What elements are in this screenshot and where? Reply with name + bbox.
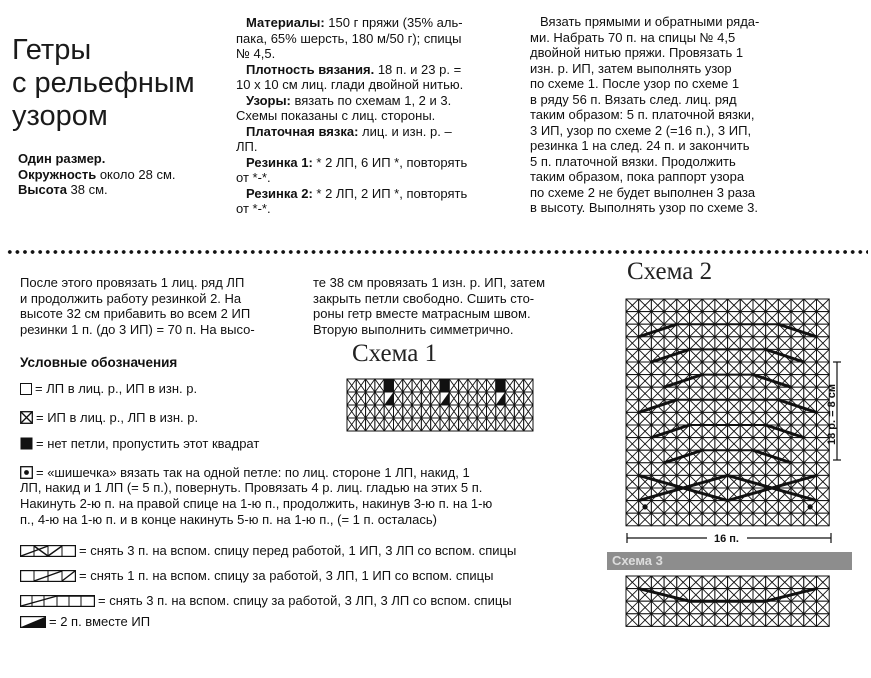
text-line: 3 ИП, узор по схеме 2 (=16 п.), 3 ИП,: [530, 122, 752, 138]
cable-six-icon: [20, 595, 95, 607]
instructions-column: [530, 14, 812, 216]
one-size-label: Один размер.: [18, 151, 106, 166]
girth-value: около 28 см.: [96, 166, 176, 182]
legend-cable-six-text: = снять 3 п. на вспом. спицу за работой, 3 ЛП, 3 ЛП со вспом. спицы: [98, 593, 512, 608]
text-line: от *-*.: [236, 170, 271, 185]
dot-square-icon: [20, 466, 33, 479]
text-line: Узоры: вязать по схемам 1, 2 и 3.: [246, 92, 452, 108]
text-line: Схемы показаны с лиц. стороны.: [236, 108, 436, 123]
schema1-chart: [346, 378, 536, 434]
text-line: Вторую выполнить симметрично.: [313, 321, 514, 337]
materials-column: [236, 15, 516, 217]
text-line: высоте 32 см прибавить во всем 2 ИП: [20, 306, 251, 321]
legend-cable-front-text: = снять 3 п. на вспом. спицу перед работой, 1 ИП, 3 ЛП со вспом. спицы: [79, 543, 517, 558]
title-line-3: узором: [12, 100, 108, 132]
text-line: изн. р. ИП, затем выполнять узор: [530, 60, 732, 76]
legend-no-stitch: [20, 436, 259, 451]
legend-purl-text: = ИП в лиц. р., ЛП в изн. р.: [36, 410, 199, 425]
text-line: от *-*.: [236, 201, 271, 216]
size-block: [18, 151, 176, 198]
text-line: в ряду 56 п. Вязать след. лиц. ряд: [530, 91, 737, 107]
continuation-left: [20, 275, 255, 337]
title-line-2: с рельефным: [12, 67, 195, 99]
legend-bobble: [20, 465, 492, 528]
text-line: двойной нитью пряжи. Провязать 1: [530, 45, 744, 60]
text-line: Резинка 1: * 2 ЛП, 6 ИП *, повторять: [246, 154, 468, 170]
text-line: 5 п. платочной вязки. Продолжить: [530, 153, 736, 169]
empty-square-icon: [20, 383, 32, 395]
crossed-square-icon: [20, 411, 33, 424]
legend-purl: [20, 410, 198, 425]
text-line: ЛП.: [236, 139, 258, 154]
legend-cable-back: [20, 568, 493, 583]
text-line: по схеме 1. После узор по схеме 1: [530, 76, 740, 91]
cable-front-icon: [20, 545, 76, 557]
text-line: те 38 см провязать 1 изн. р. ИП, затем: [313, 275, 546, 290]
girth-label: Окружность: [18, 166, 97, 182]
text-line: Материалы: 150 г пряжи (35% аль-: [246, 15, 463, 30]
dotted-divider: [6, 248, 868, 256]
text-line: № 4,5.: [236, 46, 276, 61]
legend-cable-front: [20, 543, 516, 558]
schema1-label: Схема 1: [352, 340, 438, 367]
schema2-label: Схема 2: [627, 258, 713, 285]
cable-back-icon: [20, 570, 76, 582]
legend-title: Условные обозначения: [20, 355, 178, 370]
article-title: [12, 34, 227, 133]
text-line: роны гетр вместе матрасным швом.: [313, 306, 531, 321]
legend-no-stitch-text: = нет петли, пропустить этот квадрат: [36, 436, 260, 451]
continuation-right: [313, 275, 545, 337]
text-line: закрыть петли свободно. Сшить сто-: [313, 290, 535, 306]
schema3-label: Схема 3: [612, 553, 663, 568]
text-line: После этого провязать 1 лиц. ряд ЛП: [20, 275, 245, 290]
height-value: 38 см.: [66, 182, 108, 197]
text-line: в высоту. Выполнять узор по схеме 3.: [530, 200, 758, 215]
legend-bobble-line-4: п., 4-ю на 1-ю п. и в конце накинуть 5-ю п. на 1-ю п., (= 1 п. осталась): [20, 512, 437, 527]
legend-cable-six: [20, 593, 512, 608]
text-line: Плотность вязания. 18 п. и 23 р. =: [246, 61, 462, 77]
legend-knit: [20, 381, 197, 396]
schema3-chart: [625, 575, 835, 629]
text-line: резинки 1 п. (до 3 ИП) = 70 п. На высо-: [20, 321, 255, 337]
legend-p2tog-text: = 2 п. вместе ИП: [49, 614, 151, 629]
title-line-1: Гетры: [12, 34, 92, 66]
text-line: таким образом: 5 п. платочной вязки,: [530, 107, 755, 122]
schema2-height-label: 18 р. = 8 см: [826, 383, 838, 445]
text-line: пака, 65% шерсть, 180 м/50 г); спицы: [236, 30, 462, 46]
text-line: таким образом, пока раппорт узора: [530, 169, 745, 184]
text-line: резинка 1 на след. 24 п. и закончить: [530, 138, 750, 153]
text-line: Платочная вязка: лиц. и изн. р. –: [246, 123, 452, 139]
legend-bobble-line-2: ЛП, накид и 1 ЛП (= 5 п.), повернуть. Провязать 4 р. лиц. гладью на этих 5 п.: [20, 480, 483, 495]
legend-cable-back-text: = снять 1 п. на вспом. спицу за работой, 3 ЛП, 1 ИП со вспом. спицы: [79, 568, 494, 583]
text-line: ми. Набрать 70 п. на спицы № 4,5: [530, 29, 736, 45]
legend-bobble-line-3: Накинуть 2-ю п. на правой спице на 1-ю п., продолжить, накинув 3-ю п. на 1-ю: [20, 496, 493, 511]
schema2-chart: [625, 298, 835, 530]
text-line: 10 х 10 см лиц. глади двойной нитью.: [236, 77, 464, 92]
text-line: Вязать прямыми и обратными ряда-: [540, 14, 760, 29]
text-line: и продолжить работу резинкой 2. На: [20, 290, 242, 306]
legend-p2tog: [20, 614, 150, 629]
filled-square-icon: [20, 437, 33, 450]
legend-knit-text: = ЛП в лиц. р., ИП в изн. р.: [35, 381, 198, 396]
text-line: Резинка 2: * 2 ЛП, 2 ИП *, повторять: [246, 185, 468, 201]
legend-bobble-text: = «шишечка» вязать так на одной петле: по лиц. стороне 1 ЛП, накид, 1: [36, 465, 470, 480]
schema2-width-label: 16 п.: [714, 533, 739, 545]
height-label: Высота: [18, 182, 67, 197]
text-line: по схеме 2 не будет выполнен 3 раза: [530, 184, 756, 200]
schema2-height-arrow: [832, 360, 842, 462]
purl-two-together-icon: [20, 616, 46, 628]
